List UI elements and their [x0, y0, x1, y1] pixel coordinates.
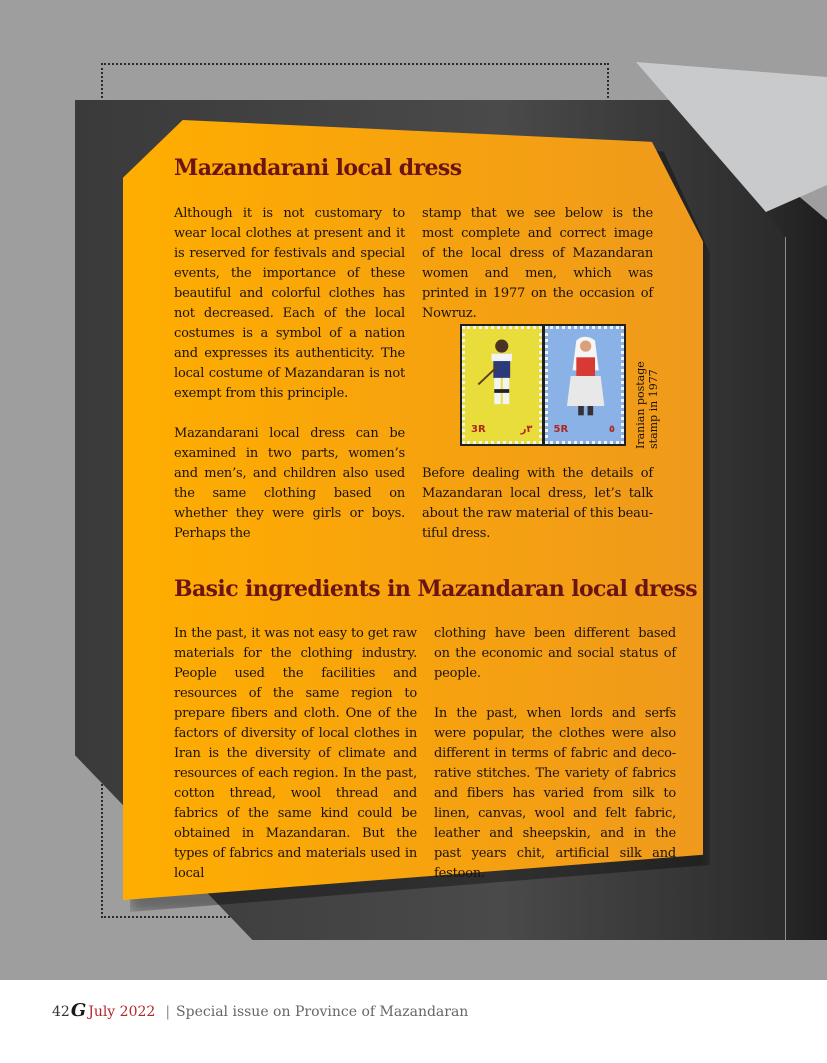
stamp-caption — [634, 337, 662, 449]
stamp-value: 5R — [553, 424, 569, 435]
paragraph: In the past, it was not easy to get raw materials for the clothing industry. People used the facilities and resources of the same region to prepare fibers and cloth. One of the factors of diversity of local clothes in Iran is the diversity of climate and resources of each region. In the past, cotton thread, wool thread and fabrics of the same kind could be obtained in Mazandaran. But the types of fabrics and materials used in local — [174, 626, 417, 881]
postage-stamp-image — [460, 324, 626, 446]
stamp-caption-text: Iranian postage stamp in 1977 — [634, 361, 660, 449]
stamp-man — [462, 326, 542, 444]
paragraph: Before dealing with the details of Mazandaran local dress, let’s talk about the raw material of this beau-tiful dress. — [422, 466, 653, 541]
stamp-value: 3R — [471, 424, 486, 435]
page-number: 42 — [52, 1004, 70, 1020]
issue-date: July 2022 — [88, 1004, 156, 1020]
magazine-logo-icon: G — [70, 1000, 87, 1021]
section1-left-column — [174, 204, 405, 544]
paragraph: clothing have been different based on the economic and social status of people. — [434, 626, 676, 681]
footer-separator: | — [165, 1004, 171, 1020]
section-title: Mazandarani local dress — [174, 155, 462, 181]
issue-title: Special issue on Province of Mazandaran — [176, 1004, 469, 1020]
stamp-value: ٥ — [608, 424, 615, 435]
paragraph: Although it is not customary to wear local clothes at present and it is reserved for festivals and special events, the importance of these beautiful and colorful clothes has not decreased. Each of the local costumes is a symbol of a nation and expresses its authenticity. The local costume of Mazandaran is not exempt from this principle. — [174, 206, 405, 401]
section1-right-column-top — [422, 204, 653, 324]
man-figure-icon — [469, 333, 534, 427]
paragraph: stamp that we see below is the most complete and correct image of the local dress of Mazandaran women and men, which was printed in 1977 on the occasion of Nowruz. — [422, 206, 653, 321]
paragraph: Mazandarani local dress can be examined in two parts, women’s and men’s, and children also used the same clothing based on whether they were girls or boys. Perhaps the — [174, 426, 405, 541]
section-title: Basic ingredients in Mazandaran local dress — [174, 576, 698, 602]
page-footer — [52, 1000, 468, 1021]
section1-right-column-bottom — [422, 464, 653, 544]
paragraph: In the past, when lords and serfs were popular, the clothes were also different in terms of fabric and deco-rative stitches. The variety of fabrics and fibers has varied from silk to linen, canvas, wool and felt fabric, leather and sheepskin, and in the past years chit, artificial silk and festoon. — [434, 706, 676, 881]
section2-left-column — [174, 624, 417, 884]
stamp-value: ٣ر — [520, 424, 533, 435]
woman-figure-icon — [552, 333, 617, 427]
section2-right-column — [434, 624, 676, 884]
stamp-woman — [545, 326, 625, 444]
